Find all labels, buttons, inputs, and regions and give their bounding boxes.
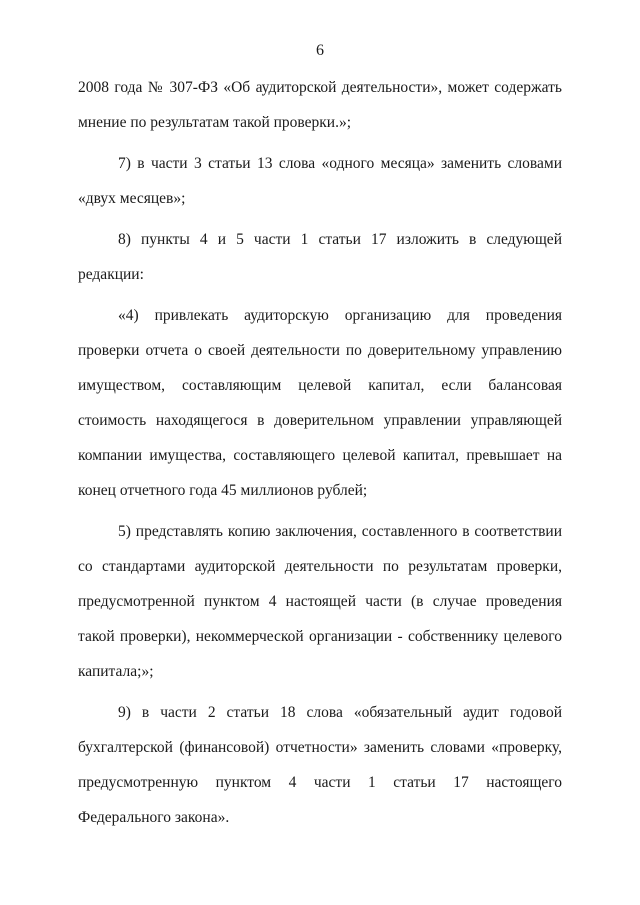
paragraph-continuation: 2008 года № 307-ФЗ «Об аудиторской деятельности», может содержать мнение по результатам такой проверки.»; [78,79,562,131]
page-number: 6 [316,42,324,59]
paragraph-item-9: 9) в части 2 статьи 18 слова «обязательный аудит годовой бухгалтерской (финансовой) отчетности» заменить словами «проверку, предусмотренную пунктом 4 части 1 статьи 17 настоящего Федерального закона». [78,704,562,826]
paragraph-item-8: 8) пункты 4 и 5 части 1 статьи 17 изложить в следующей редакции: [78,231,562,283]
paragraph-subitem-5: 5) представлять копию заключения, составленного в соответствии со стандартами аудиторской деятельности по результатам проверки, предусмотренной пунктом 4 настоящей части (в случае проведения такой проверки), некоммерческой организации - собственнику целевого капитала;»; [78,523,562,680]
paragraph-subitem-4: «4) привлекать аудиторскую организацию для проведения проверки отчета о своей деятельности по доверительному управлению имуществом, составляющим целевой капитал, если балансовая стоимость находящегося в доверительном управлении управляющей компании имущества, составляющего целевой капитал, превышает на конец отчетного года 45 миллионов рублей; [78,307,562,499]
paragraph-item-7: 7) в части 3 статьи 13 слова «одного месяца» заменить словами «двух месяцев»; [78,155,562,207]
document-body [78,70,562,835]
